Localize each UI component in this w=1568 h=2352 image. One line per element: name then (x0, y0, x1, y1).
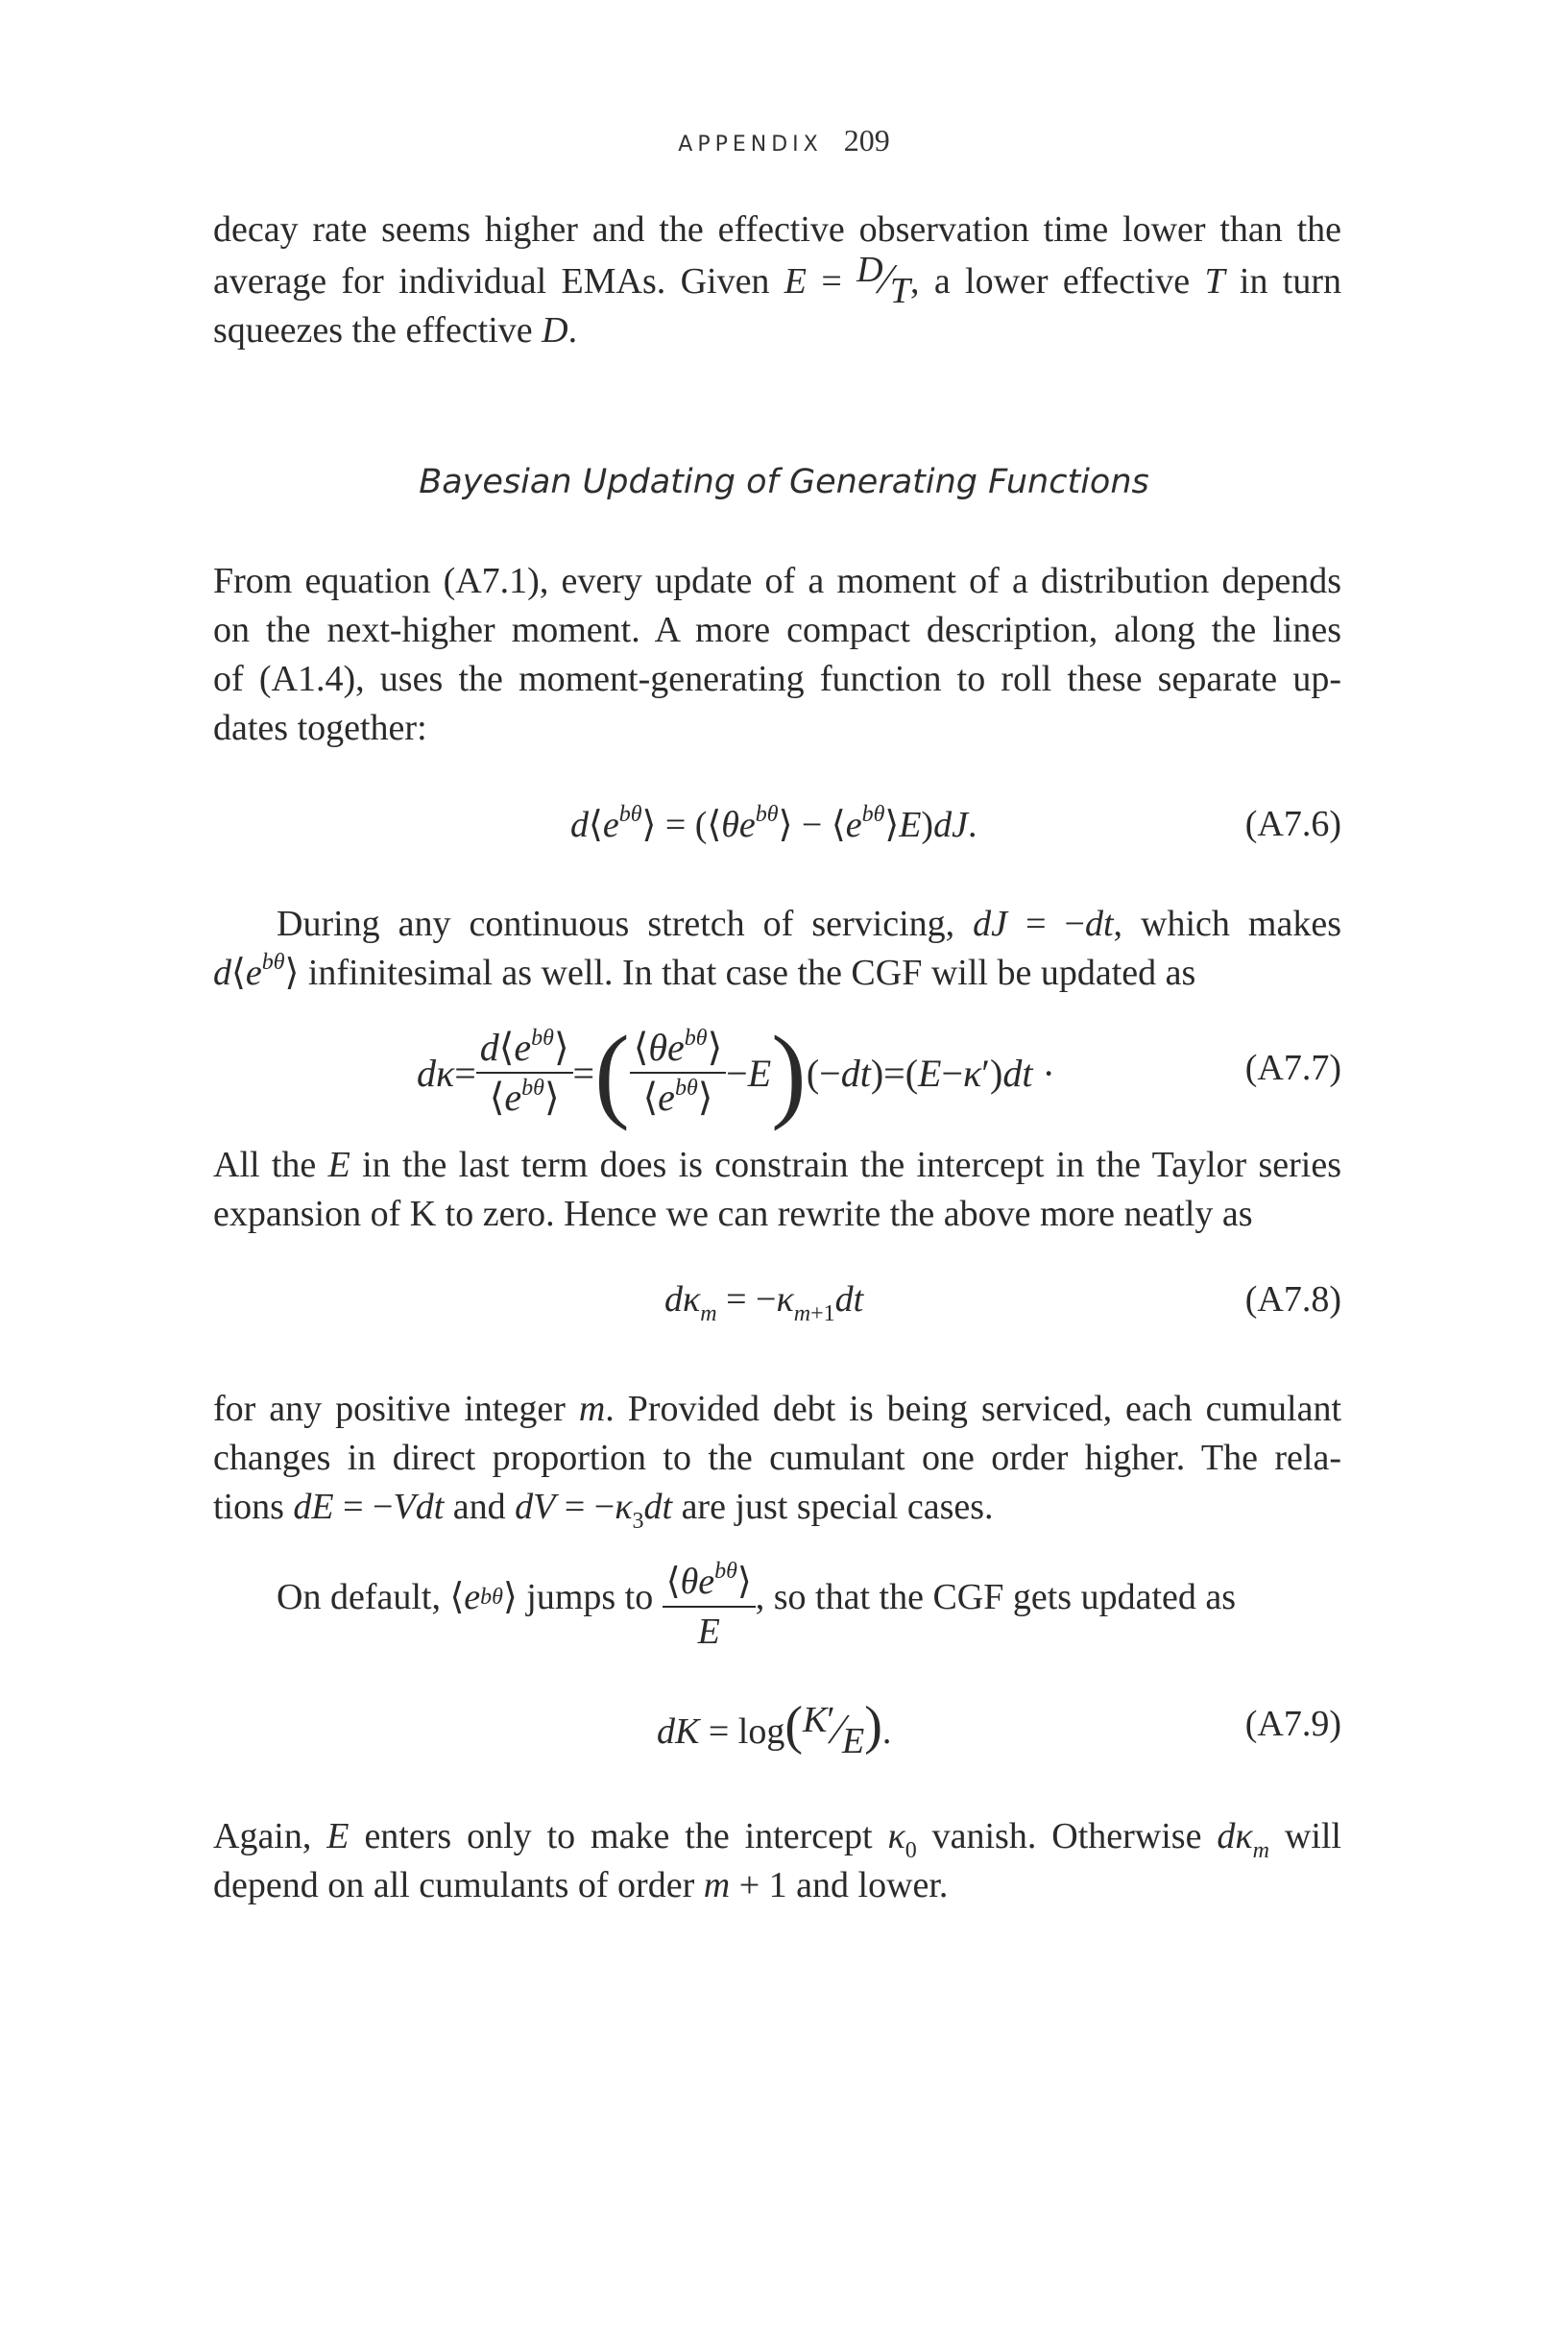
para1-line: From equation (A7.1), every update of a moment of a distribution depends (213, 561, 1341, 601)
intro-text: average for individual EMAs. Given (213, 261, 770, 302)
intro-paragraph (213, 206, 1341, 355)
para2-line-2: $d⟨e^{b\theta}⟩$ infinitesimal as well. In that case the CGF will be updated as (213, 950, 1196, 993)
math-op: = (821, 261, 842, 302)
math-var: T (889, 271, 911, 311)
equation-body: dK = log(K′⁄E). (657, 1696, 892, 1761)
intro-line-1: decay rate seems higher and the effective observation time lower than the (213, 209, 1341, 250)
paragraph-6 (213, 1812, 1341, 1910)
para4-text: tions (213, 1487, 284, 1527)
equation-number: (A7.9) (1244, 1704, 1341, 1744)
para6-text: and lower. (796, 1865, 949, 1905)
running-title: APPENDIX (678, 133, 823, 157)
intro-text: in turn (1239, 261, 1342, 302)
math-var: D (542, 310, 568, 351)
para3-line-2: expansion of K to zero. Hence we can rewrite the above more neatly as (213, 1194, 1253, 1234)
section-title: Bayesian Updating of Generating Functions (419, 463, 1149, 501)
equation-body: $d\kappa_m = -\kappa_{m+1}dt$ (664, 1279, 864, 1326)
math-var: E (327, 1145, 350, 1185)
equation-a7-7 (213, 1010, 1341, 1135)
equation-body: dκ= $\frac{d⟨e^{b\theta}⟩}{⟨e^{b\theta}⟩}$ = ( $\frac{⟨\theta e^{b\theta}⟩}{⟨e^{b\theta}⟩}$ −E ) (−dt)=(E−κ′)dt · (417, 1014, 1055, 1131)
fraction: $\frac{⟨\theta e^{b\theta}⟩}{⟨e^{b\theta}⟩}$ (630, 1024, 726, 1122)
para1-line: dates together: (213, 708, 427, 748)
paragraph-2 (213, 900, 1341, 998)
paragraph-3 (213, 1141, 1341, 1239)
para6-line-2: depend on all cumulants of order m + 1 and lower. (213, 1865, 949, 1905)
math-op: ⁄ (882, 255, 890, 303)
para3-text: in the last term does is constrain the intercept in the Taylor series (362, 1145, 1342, 1185)
math-var: D (856, 250, 883, 290)
para4-text: and (452, 1487, 506, 1527)
para4-text: are just special cases. (681, 1487, 994, 1527)
math-var: T (1204, 261, 1225, 302)
para4-line-2: changes in direct proportion to the cumulant one order higher. The rela- (213, 1438, 1341, 1478)
running-header (0, 123, 1568, 158)
para3-text: All the (213, 1145, 317, 1185)
para6-line-1: Again, E enters only to make the intercept $\kappa_0$ vanish. Otherwise $d\kappa_m$ will (213, 1816, 1341, 1863)
equation-body: $d⟨e^{b\theta}⟩$ = ($⟨\theta e^{b\theta}⟩$ − $⟨e^{b\theta}⟩E)dJ$. (570, 802, 977, 845)
fraction: $\frac{⟨\theta e^{b\theta}⟩}{E}$ (663, 1558, 756, 1656)
fraction: $\frac{d⟨e^{b\theta}⟩}{⟨e^{b\theta}⟩}$ (476, 1024, 573, 1122)
paragraph-4 (213, 1385, 1341, 1532)
para6-text: Again, (213, 1816, 312, 1856)
math-var: E (784, 261, 807, 302)
equation-a7-9 (213, 1695, 1341, 1762)
para6-text: depend on all cumulants of order (213, 1865, 695, 1905)
para4-line-1 (213, 1385, 1341, 1434)
intro-text: . (567, 310, 578, 351)
equation-a7-8 (213, 1278, 1341, 1346)
para1-line: on the next-higher moment. A more compact description, along the lines (213, 610, 1341, 650)
paragraph-5 (213, 1548, 1341, 1654)
equation-number: (A7.6) (1244, 804, 1341, 844)
para3-line-1 (213, 1141, 1341, 1190)
para6-text: enters only to make the intercept (364, 1816, 873, 1856)
page-number: 209 (843, 123, 890, 158)
math-var: m (578, 1389, 606, 1429)
math-var: E (326, 1816, 350, 1856)
intro-text: , a lower effective (910, 261, 1191, 302)
para5-text: On default, (277, 1576, 441, 1617)
para2-text: , which makes (1113, 904, 1342, 944)
para2-line-1: During any continuous stretch of servicing, dJ = −dt, which makes (277, 904, 1342, 944)
intro-line-3 (213, 306, 1341, 355)
para6-text: vanish. Otherwise (931, 1816, 1202, 1856)
para2-text: During any continuous stretch of servicing, (277, 904, 955, 944)
para4-line-3: tions dE = −Vdt and dV = $-\kappa_3dt$ are just special cases. (213, 1487, 994, 1534)
para5-line: On default, ⟨ e bθ ⟩ jumps to $\frac{⟨\theta e^{b\theta}⟩}{E}$ , so that the CGF gets updated as (213, 1548, 1341, 1646)
para1-line: of (A1.4), uses the moment-generating function to roll these separate up- (213, 659, 1341, 699)
para5-text: , so that the CGF gets updated as (755, 1576, 1237, 1617)
para2-text: infinitesimal as well. In that case the CGF will be updated as (307, 953, 1196, 993)
equation-number: (A7.7) (1244, 1048, 1341, 1088)
intro-line-2 (213, 250, 1342, 311)
para6-text: will (1284, 1816, 1341, 1856)
para5-text: jumps to (526, 1576, 654, 1617)
intro-text: squeezes the effective (213, 310, 533, 351)
equation-a7-6 (213, 803, 1341, 870)
paragraph-1 (213, 557, 1341, 753)
math-var: E (697, 1612, 720, 1652)
para4-text: for any positive integer (213, 1389, 566, 1429)
para4-text: . Provided debt is being serviced, each cumulant (605, 1389, 1341, 1429)
equation-number: (A7.8) (1244, 1279, 1341, 1320)
